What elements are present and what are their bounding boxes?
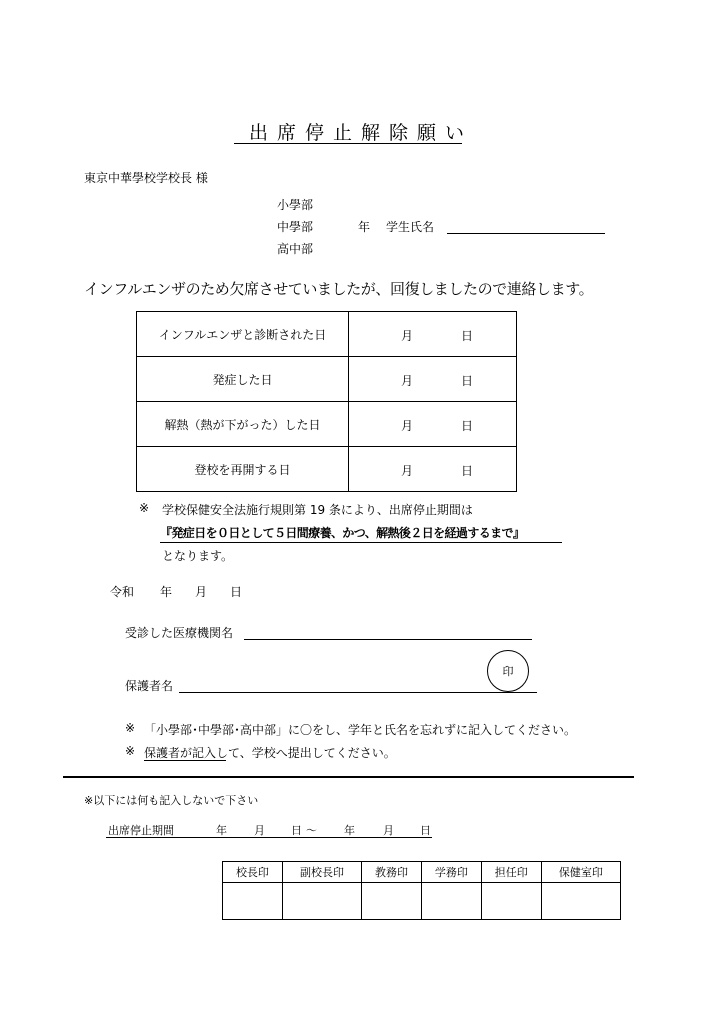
dates-table [136,311,517,492]
table-row [223,862,621,883]
day-label: 日 [461,464,474,478]
stamp-header: 学務印 [421,862,481,883]
student-name-label: 学生氏名 [386,220,435,234]
document-title: 出席停止解除願い [248,122,473,144]
period-end-day: 日 [420,824,431,837]
period-start-year: 年 [216,824,227,837]
period-end-year: 年 [344,824,355,837]
table-row [137,447,517,492]
clinic-label: 受診した医療機関名 [125,626,234,640]
day-label: 日 [461,374,474,388]
intro-text: インフルエンザのため欠席させていましたが、回復しましたので連絡します。 [84,280,594,298]
table-row [137,357,517,402]
period-end-month: 月 [383,824,394,837]
date-cell[interactable] [349,312,517,357]
month-label: 月 [401,464,414,478]
instruction-mark: ※ [125,744,136,758]
instruction-mark: ※ [125,721,136,735]
date-cell[interactable] [349,447,517,492]
student-name-field[interactable] [447,233,605,234]
table-row [137,312,517,357]
note-line-1: 学校保健安全法施行規則第 19 条により、出席停止期間は [162,503,473,517]
note-underline [160,542,562,543]
stamp-cell [421,883,481,920]
day-label: 日 [461,329,474,343]
seal-label: 印 [502,665,514,678]
note-line-3: となります。 [162,549,234,563]
period-label: 出席停止期間 [108,824,174,837]
year-label: 年 [160,585,173,599]
table-row [137,402,517,447]
grade-label: 年 [358,220,371,234]
stamp-header: 副校長印 [282,862,361,883]
instruction-underline [144,760,226,761]
division-high[interactable]: 高中部 [277,242,314,256]
stamp-cell [223,883,283,920]
day-label: 日 [461,419,474,433]
stamp-cell [481,883,541,920]
division-elementary[interactable]: 小學部 [277,198,314,212]
stamp-cell [541,883,620,920]
month-label: 月 [195,585,208,599]
period-start-day: 日 [291,824,302,837]
era-label: 令和 [110,585,135,599]
table-row [223,883,621,920]
row-label: 登校を再開する日 [137,447,349,492]
approval-stamps-table [222,861,621,920]
month-label: 月 [401,329,414,343]
addressee: 東京中華學校学校長 様 [84,171,208,185]
office-note: ※以下には何も記入しないで下さい [84,794,259,807]
stamp-header: 教務印 [362,862,422,883]
period-tilde: ～ [306,824,317,837]
stamp-header: 校長印 [223,862,283,883]
row-label: 発症した日 [137,357,349,402]
clinic-field[interactable] [244,639,532,640]
period-start-month: 月 [254,824,265,837]
period-underline [106,837,432,838]
row-label: インフルエンザと診断された日 [137,312,349,357]
note-line-2: 『発症日を０日として５日間療養、かつ、解熱後２日を経過するまで』 [160,526,525,540]
title-underline [234,143,462,144]
day-label: 日 [230,585,243,599]
row-label: 解熱（熱が下がった）した日 [137,402,349,447]
month-label: 月 [401,419,414,433]
guardian-field[interactable] [179,692,537,693]
note-mark: ※ [139,501,150,515]
stamp-cell [362,883,422,920]
month-label: 月 [401,374,414,388]
seal-circle [487,650,529,692]
guardian-label: 保護者名 [125,679,174,693]
instruction-2: 保護者が記入して、学校へ提出してください。 [144,746,396,760]
instruction-1: 「小學部･中學部･高中部」に〇をし、学年と氏名を忘れずに記入してください。 [144,723,577,737]
date-cell[interactable] [349,357,517,402]
stamp-header: 担任印 [481,862,541,883]
division-middle[interactable]: 中學部 [277,220,314,234]
date-cell[interactable] [349,402,517,447]
stamp-cell [282,883,361,920]
stamp-header: 保健室印 [541,862,620,883]
section-divider [63,776,634,778]
